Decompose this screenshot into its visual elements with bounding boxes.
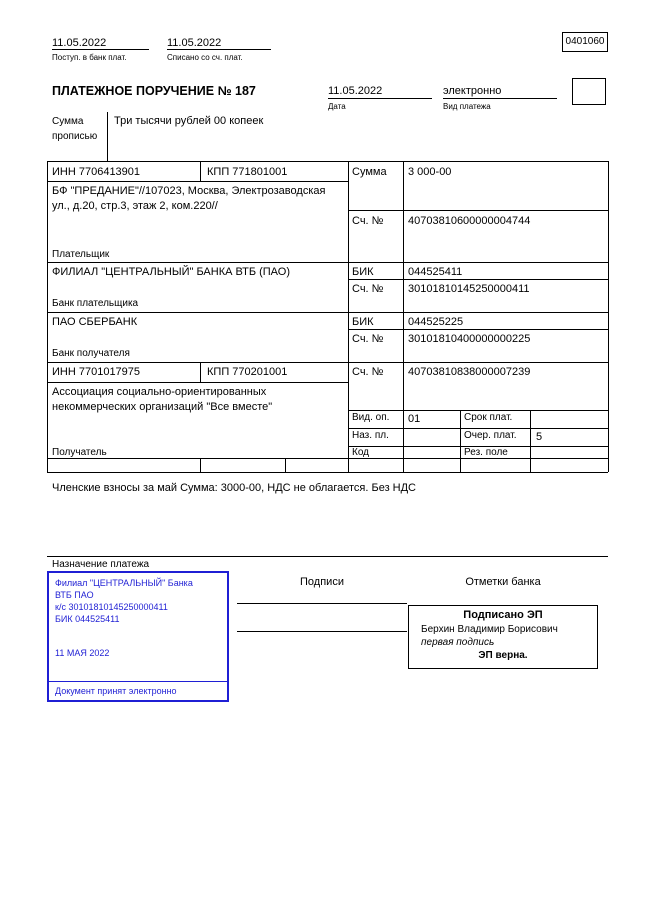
amount-words-label: Сумма прописью	[52, 116, 98, 142]
stamp-line: Филиал "ЦЕНТРАЛЬНЫЙ" Банка	[55, 578, 193, 588]
stamp-note: Документ принят электронно	[49, 681, 227, 700]
sum-value: 3 000-00	[408, 166, 452, 178]
bank-electronic-stamp	[47, 571, 229, 702]
document-date-underline	[328, 98, 432, 99]
table-line	[47, 458, 608, 459]
table-line	[285, 458, 286, 472]
table-line	[348, 329, 608, 330]
table-line	[348, 410, 608, 411]
table-line	[348, 279, 608, 280]
payee-account-label: Сч. №	[352, 366, 384, 378]
payer-kpp: КПП 771801001	[207, 166, 288, 178]
payee-name: Ассоциация социально-ориентированных некоммерческих организаций "Все вместе"	[52, 386, 273, 413]
payment-type-label: Вид платежа	[443, 102, 491, 111]
signer-name: Берхин Владимир Борисович	[421, 624, 558, 635]
payee-bank-bik: 044525225	[408, 316, 464, 328]
kod-label: Код	[352, 447, 370, 458]
payee-bank-label: Банк получателя	[52, 348, 130, 359]
signature-stamp-title: Подписано ЭП	[463, 609, 543, 621]
table-line	[348, 210, 608, 211]
payee-inn: ИНН 7701017975	[52, 366, 141, 378]
signer-role: первая подпись	[421, 637, 495, 648]
stamp-spacer	[55, 625, 221, 647]
vid-op-value: 01	[408, 413, 421, 425]
payee-bank-name: ПАО СБЕРБАНК	[52, 316, 138, 328]
srok-plat-label: Срок плат.	[464, 412, 513, 423]
table-line	[47, 312, 608, 313]
table-line	[47, 161, 608, 162]
payer-label: Плательщик	[52, 249, 110, 260]
table-line	[460, 410, 461, 472]
table-line	[47, 472, 608, 473]
table-line	[200, 362, 201, 382]
payer-account: 40703810600000004744	[408, 215, 531, 227]
amount-words-divider	[107, 112, 108, 161]
stamp-line: к/с 30101810145250000411	[55, 602, 168, 612]
sum-label: Сумма	[352, 166, 387, 178]
signature-line	[237, 603, 407, 604]
table-line	[47, 382, 348, 383]
document-date-label: Дата	[328, 102, 346, 111]
bank-marks-label: Отметки банка	[465, 576, 541, 588]
purpose-text: Членские взносы за май Сумма: 3000-00, НДС не облагается. Без НДС	[52, 482, 417, 494]
purpose-label: Назначение платежа	[52, 559, 150, 570]
table-line	[403, 161, 404, 472]
payment-type-underline	[443, 98, 557, 99]
payer-name: БФ "ПРЕДАНИЕ"//107023, Москва, Электрозаводская ул., д.20, стр.3, этаж 2, ком.220//	[52, 185, 326, 212]
table-line	[47, 262, 608, 263]
stamp-line: БИК 044525411	[55, 614, 120, 624]
signature-stamp-box	[408, 605, 598, 669]
amount-words-value: Три тысячи рублей 00 копеек	[114, 115, 264, 127]
vid-op-label: Вид. оп.	[352, 412, 390, 423]
stamp-date: 11 МАЯ 2022	[55, 648, 110, 658]
payee-bank-account-label: Сч. №	[352, 333, 384, 345]
payee-bank-account: 30101810400000000225	[408, 333, 531, 345]
payee-account: 40703810838000007239	[408, 366, 531, 378]
signature-line	[237, 631, 407, 632]
table-line	[608, 161, 609, 472]
debited-date-label: Списано со сч. плат.	[167, 53, 243, 62]
payee-kpp: КПП 770201001	[207, 366, 288, 378]
payee-bank-bik-label: БИК	[352, 316, 374, 328]
status-box	[572, 78, 606, 105]
ocher-plat-label: Очер. плат.	[464, 430, 517, 441]
signatures-label: Подписи	[300, 576, 344, 588]
table-line	[47, 181, 348, 182]
table-line	[348, 428, 608, 429]
payer-inn: ИНН 7706413901	[52, 166, 141, 178]
debited-date: 11.05.2022	[167, 37, 222, 49]
received-date-underline	[52, 49, 149, 50]
payer-account-label: Сч. №	[352, 215, 384, 227]
received-date: 11.05.2022	[52, 37, 107, 49]
table-line	[200, 161, 201, 181]
rez-pole-label: Рез. поле	[464, 447, 508, 458]
table-line	[47, 161, 48, 472]
table-line	[348, 161, 349, 472]
debited-date-underline	[167, 49, 271, 50]
payer-bank-label: Банк плательщика	[52, 298, 139, 309]
payer-bank-account: 30101810145250000411	[408, 283, 530, 295]
page-title: ПЛАТЕЖНОЕ ПОРУЧЕНИЕ № 187	[52, 84, 256, 98]
naz-pl-label: Наз. пл.	[352, 430, 389, 441]
table-line	[200, 458, 201, 472]
payer-bank-account-label: Сч. №	[352, 283, 384, 295]
signature-status: ЭП верна.	[478, 650, 528, 661]
form-code-box: 0401060	[562, 32, 608, 52]
purpose-underline	[47, 556, 608, 557]
payer-bank-bik-label: БИК	[352, 266, 374, 278]
received-date-label: Поступ. в банк плат.	[52, 53, 127, 62]
ocher-plat-value: 5	[536, 431, 543, 443]
payer-bank-name: ФИЛИАЛ "ЦЕНТРАЛЬНЫЙ" БАНКА ВТБ (ПАО)	[52, 266, 290, 278]
table-line	[47, 362, 608, 363]
document-date: 11.05.2022	[328, 85, 383, 97]
stamp-line: ВТБ ПАО	[55, 590, 94, 600]
table-line	[530, 410, 531, 472]
payer-bank-bik: 044525411	[408, 266, 463, 278]
payee-label: Получатель	[52, 447, 107, 458]
payment-type: электронно	[443, 85, 502, 97]
